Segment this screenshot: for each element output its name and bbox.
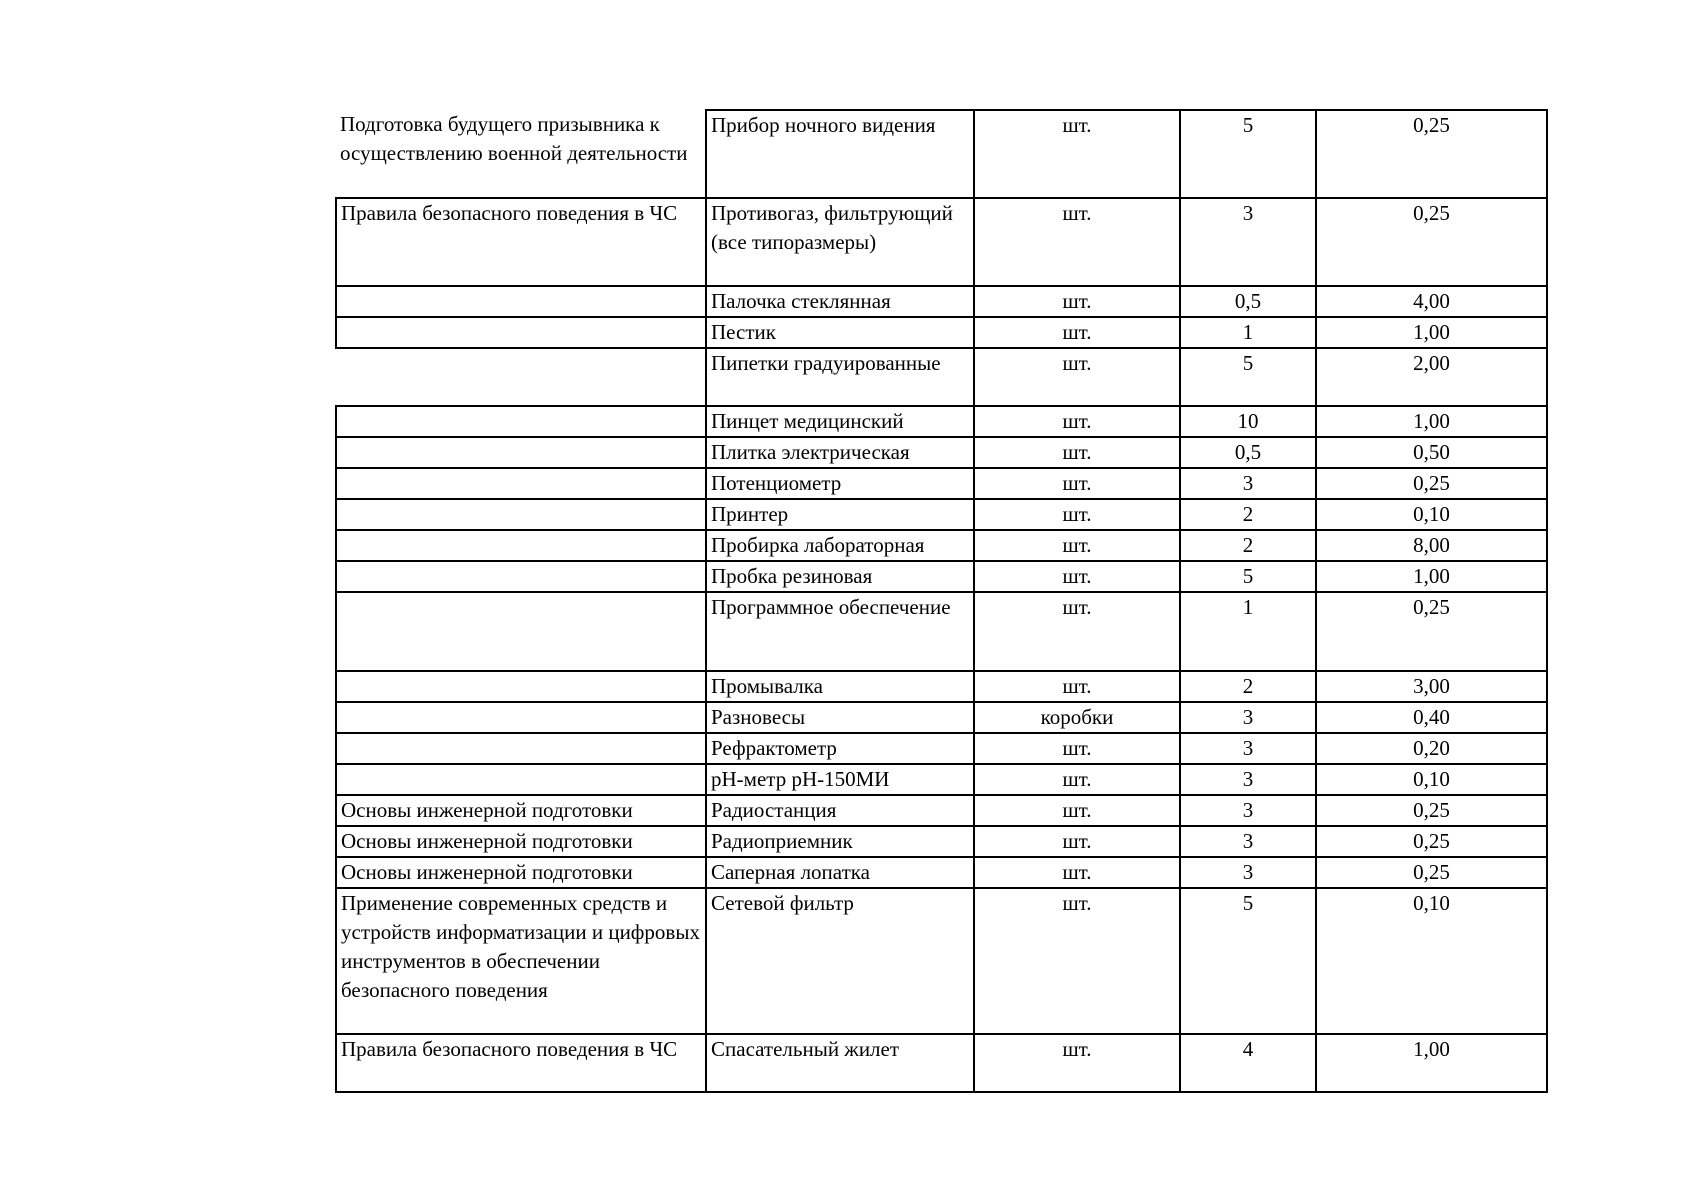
rate-cell: 0,25 [1316, 857, 1547, 888]
unit-cell: шт. [974, 110, 1180, 198]
table-row [336, 406, 1547, 437]
table-row [336, 826, 1547, 857]
rate-cell: 1,00 [1316, 561, 1547, 592]
unit-cell: шт. [974, 530, 1180, 561]
item-cell: pH-метр pH-150МИ [706, 764, 974, 795]
item-cell: Пробирка лабораторная [706, 530, 974, 561]
rate-cell: 1,00 [1316, 1034, 1547, 1092]
section-cell: Основы инженерной подготовки [336, 795, 706, 826]
unit-cell: шт. [974, 826, 1180, 857]
item-cell: Потенциометр [706, 468, 974, 499]
item-cell: Пробка резиновая [706, 561, 974, 592]
unit-cell: шт. [974, 795, 1180, 826]
unit-cell: шт. [974, 592, 1180, 671]
section-cell [336, 702, 706, 733]
table-row [336, 592, 1547, 671]
unit-cell: шт. [974, 733, 1180, 764]
table-row [336, 857, 1547, 888]
unit-cell: шт. [974, 764, 1180, 795]
table-row [336, 198, 1547, 286]
rate-cell: 0,25 [1316, 795, 1547, 826]
unit-cell: коробки [974, 702, 1180, 733]
item-cell: Промывалка [706, 671, 974, 702]
section-cell [336, 286, 706, 317]
item-cell: Прибор ночного видения [706, 110, 974, 198]
section-cell [336, 406, 706, 437]
rate-cell: 4,00 [1316, 286, 1547, 317]
qty-cell: 3 [1180, 826, 1316, 857]
item-cell: Рефрактометр [706, 733, 974, 764]
unit-cell: шт. [974, 1034, 1180, 1092]
table-row [336, 671, 1547, 702]
rate-cell: 0,50 [1316, 437, 1547, 468]
rate-cell: 0,25 [1316, 826, 1547, 857]
equipment-table [335, 109, 1548, 1093]
item-cell: Пинцет медицинский [706, 406, 974, 437]
qty-cell: 5 [1180, 110, 1316, 198]
section-cell: Правила безопасного поведения в ЧС [336, 198, 706, 286]
unit-cell: шт. [974, 317, 1180, 348]
item-cell: Пипетки градуированные [706, 348, 974, 406]
item-cell: Саперная лопатка [706, 857, 974, 888]
unit-cell: шт. [974, 857, 1180, 888]
item-cell: Радиоприемник [706, 826, 974, 857]
item-cell: Плитка электрическая [706, 437, 974, 468]
qty-cell: 3 [1180, 795, 1316, 826]
table-row [336, 468, 1547, 499]
qty-cell: 3 [1180, 857, 1316, 888]
rate-cell: 0,40 [1316, 702, 1547, 733]
qty-cell: 3 [1180, 702, 1316, 733]
rate-cell: 0,10 [1316, 499, 1547, 530]
section-cell: Правила безопасного поведения в ЧС [336, 1034, 706, 1092]
table-row [336, 499, 1547, 530]
rate-cell: 0,20 [1316, 733, 1547, 764]
qty-cell: 4 [1180, 1034, 1316, 1092]
section-cell: Применение современных средств и устройств информатизации и цифровых инструментов в обеспечении безопасного поведения [336, 888, 706, 1034]
table-row [336, 348, 1547, 406]
unit-cell: шт. [974, 888, 1180, 1034]
qty-cell: 3 [1180, 733, 1316, 764]
unit-cell: шт. [974, 671, 1180, 702]
table-row [336, 561, 1547, 592]
rate-cell: 3,00 [1316, 671, 1547, 702]
qty-cell: 0,5 [1180, 286, 1316, 317]
table-row [336, 733, 1547, 764]
rate-cell: 2,00 [1316, 348, 1547, 406]
qty-cell: 3 [1180, 198, 1316, 286]
item-cell: Противогаз, фильтрующий (все типоразмеры) [706, 198, 974, 286]
section-cell [336, 468, 706, 499]
item-cell: Спасательный жилет [706, 1034, 974, 1092]
section-cell: Основы инженерной подготовки [336, 857, 706, 888]
table-row [336, 888, 1547, 1034]
rate-cell: 0,25 [1316, 110, 1547, 198]
unit-cell: шт. [974, 468, 1180, 499]
qty-cell: 1 [1180, 592, 1316, 671]
qty-cell: 3 [1180, 468, 1316, 499]
rate-cell: 1,00 [1316, 317, 1547, 348]
rate-cell: 1,00 [1316, 406, 1547, 437]
qty-cell: 2 [1180, 671, 1316, 702]
qty-cell: 5 [1180, 888, 1316, 1034]
rate-cell: 0,25 [1316, 198, 1547, 286]
unit-cell: шт. [974, 286, 1180, 317]
table-row [336, 437, 1547, 468]
unit-cell: шт. [974, 499, 1180, 530]
table-row [336, 795, 1547, 826]
section-cell [336, 348, 706, 406]
unit-cell: шт. [974, 198, 1180, 286]
qty-cell: 10 [1180, 406, 1316, 437]
section-cell [336, 499, 706, 530]
qty-cell: 5 [1180, 561, 1316, 592]
qty-cell: 1 [1180, 317, 1316, 348]
section-cell: Подготовка будущего призывника к осуществлению военной деятельности [336, 110, 706, 198]
table-row [336, 110, 1547, 198]
section-cell [336, 437, 706, 468]
qty-cell: 2 [1180, 530, 1316, 561]
unit-cell: шт. [974, 561, 1180, 592]
item-cell: Палочка стеклянная [706, 286, 974, 317]
table-row [336, 317, 1547, 348]
table-row [336, 1034, 1547, 1092]
section-cell [336, 764, 706, 795]
unit-cell: шт. [974, 348, 1180, 406]
rate-cell: 0,10 [1316, 888, 1547, 1034]
item-cell: Принтер [706, 499, 974, 530]
section-cell [336, 733, 706, 764]
unit-cell: шт. [974, 406, 1180, 437]
item-cell: Радиостанция [706, 795, 974, 826]
section-cell: Основы инженерной подготовки [336, 826, 706, 857]
rate-cell: 0,25 [1316, 468, 1547, 499]
rate-cell: 8,00 [1316, 530, 1547, 561]
section-cell [336, 561, 706, 592]
rate-cell: 0,25 [1316, 592, 1547, 671]
section-cell [336, 317, 706, 348]
item-cell: Разновесы [706, 702, 974, 733]
table-row [336, 286, 1547, 317]
table-row [336, 764, 1547, 795]
item-cell: Программное обеспечение [706, 592, 974, 671]
section-cell [336, 530, 706, 561]
qty-cell: 3 [1180, 764, 1316, 795]
section-cell [336, 592, 706, 671]
table-row [336, 530, 1547, 561]
rate-cell: 0,10 [1316, 764, 1547, 795]
item-cell: Сетевой фильтр [706, 888, 974, 1034]
qty-cell: 0,5 [1180, 437, 1316, 468]
table-row [336, 702, 1547, 733]
unit-cell: шт. [974, 437, 1180, 468]
qty-cell: 2 [1180, 499, 1316, 530]
qty-cell: 5 [1180, 348, 1316, 406]
item-cell: Пестик [706, 317, 974, 348]
section-cell [336, 671, 706, 702]
